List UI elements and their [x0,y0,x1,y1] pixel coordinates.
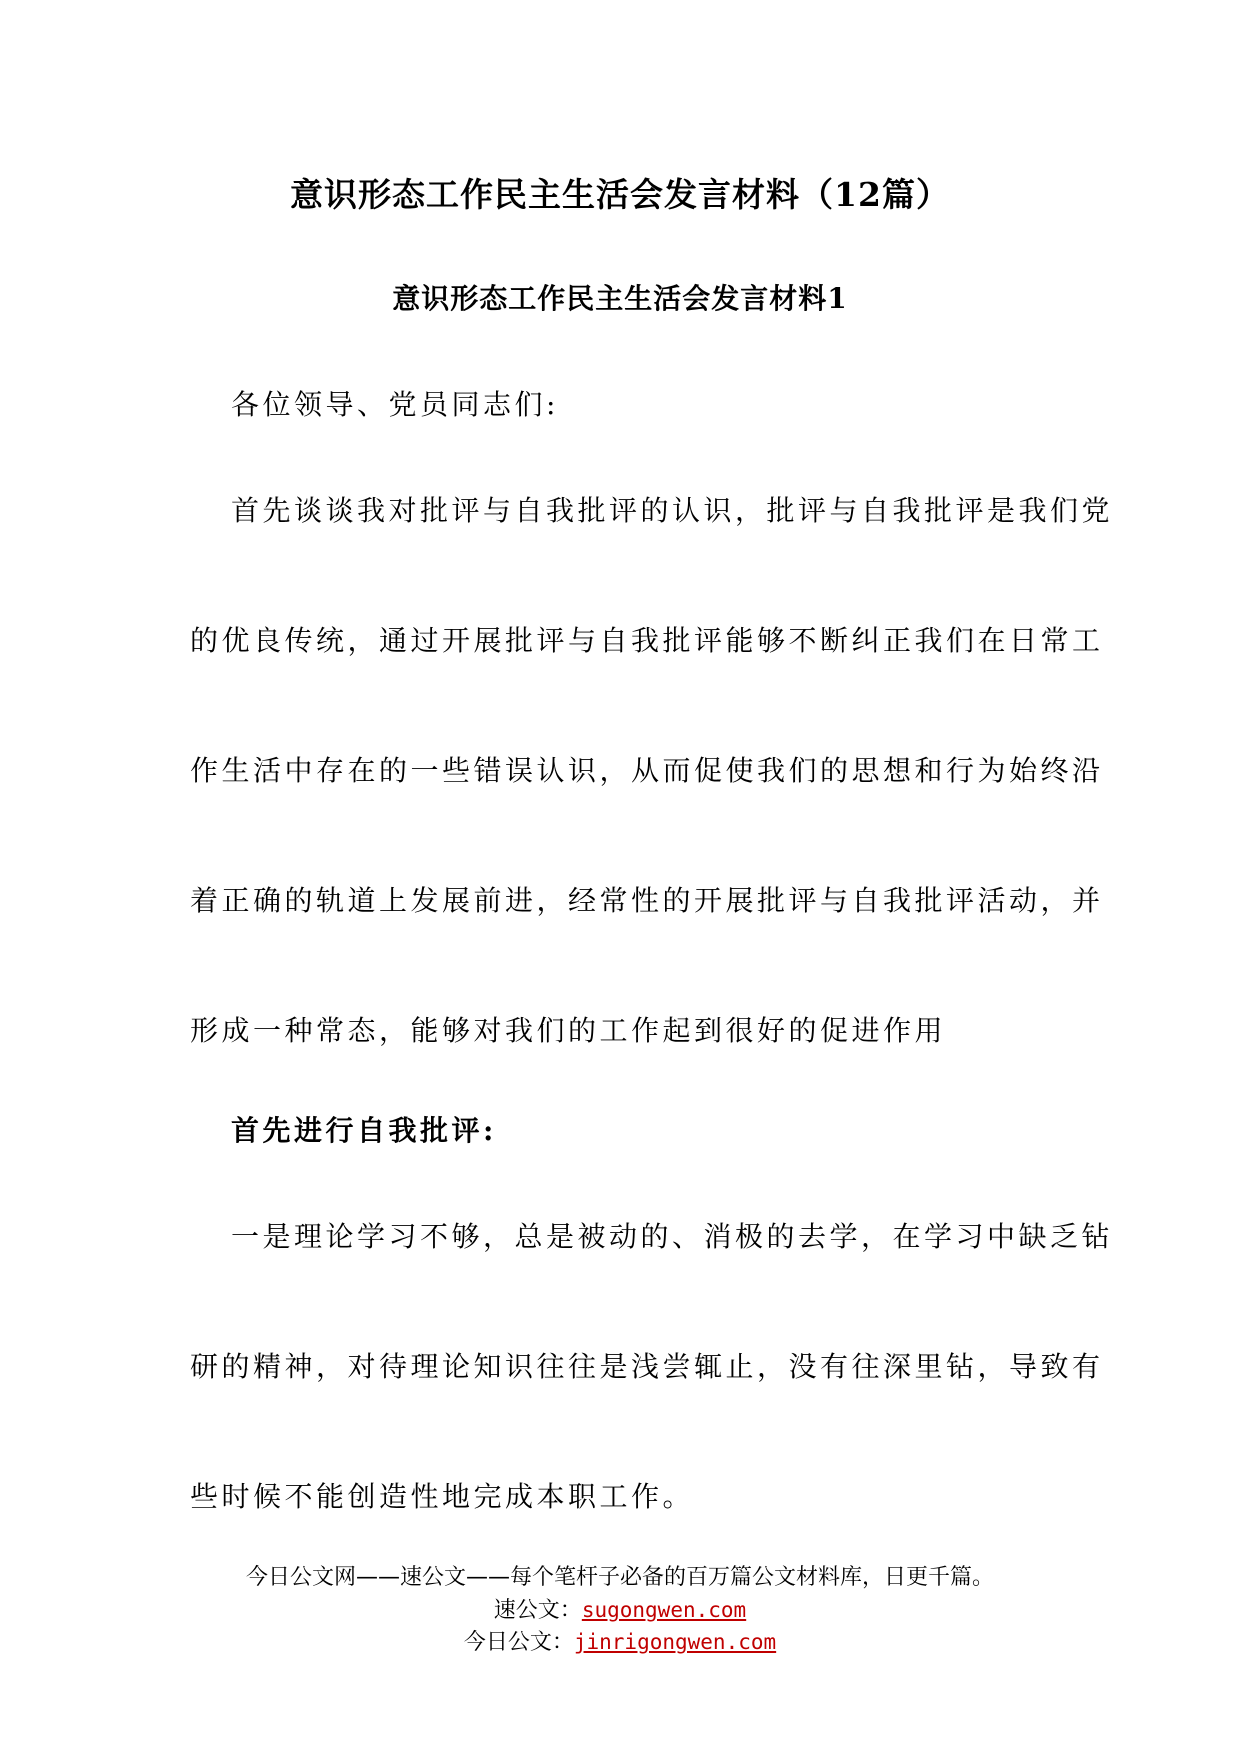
paragraph-line: 的优良传统，通过开展批评与自我批评能够不断纠正我们在日常工 [190,624,1104,657]
footer-tagline: 今日公文网——速公文——每个笔杆子必备的百万篇公文材料库，日更千篇。 [245,1565,994,1590]
salutation: 各位领导、党员同志们: [231,388,559,421]
jinrigongwen-link[interactable]: jinrigongwen.com [573,1630,777,1654]
paragraph-line: 些时候不能创造性地完成本职工作。 [190,1480,695,1513]
paragraph-line: 作生活中存在的一些错误认识，从而促使我们的思想和行为始终沿 [190,754,1104,787]
paragraph-line: 形成一种常态，能够对我们的工作起到很好的促进作用 [190,1014,947,1047]
paragraph-line: 一是理论学习不够，总是被动的、消极的去学，在学习中缺乏钻 [231,1220,1114,1253]
sugongwen-link[interactable]: sugongwen.com [581,1598,747,1622]
footer-link-label: 今日公文： [463,1630,574,1655]
subheading: 首先进行自我批评: [231,1114,497,1147]
footer-link-label: 速公文： [493,1598,582,1623]
page-title: 意识形态工作民主生活会发言材料（12篇） [290,175,950,214]
paragraph-line: 研的精神，对待理论知识往往是浅尝辄止，没有往深里钻，导致有 [190,1350,1104,1383]
paragraph-line: 首先谈谈我对批评与自我批评的认识，批评与自我批评是我们党 [231,494,1114,527]
footer-link-row-1 [0,1594,1240,1627]
paragraph-line: 着正确的轨道上发展前进，经常性的开展批评与自我批评活动，并 [190,884,1104,917]
footer-link-row-2 [0,1626,1240,1659]
section-title: 意识形态工作民主生活会发言材料1 [392,282,848,315]
